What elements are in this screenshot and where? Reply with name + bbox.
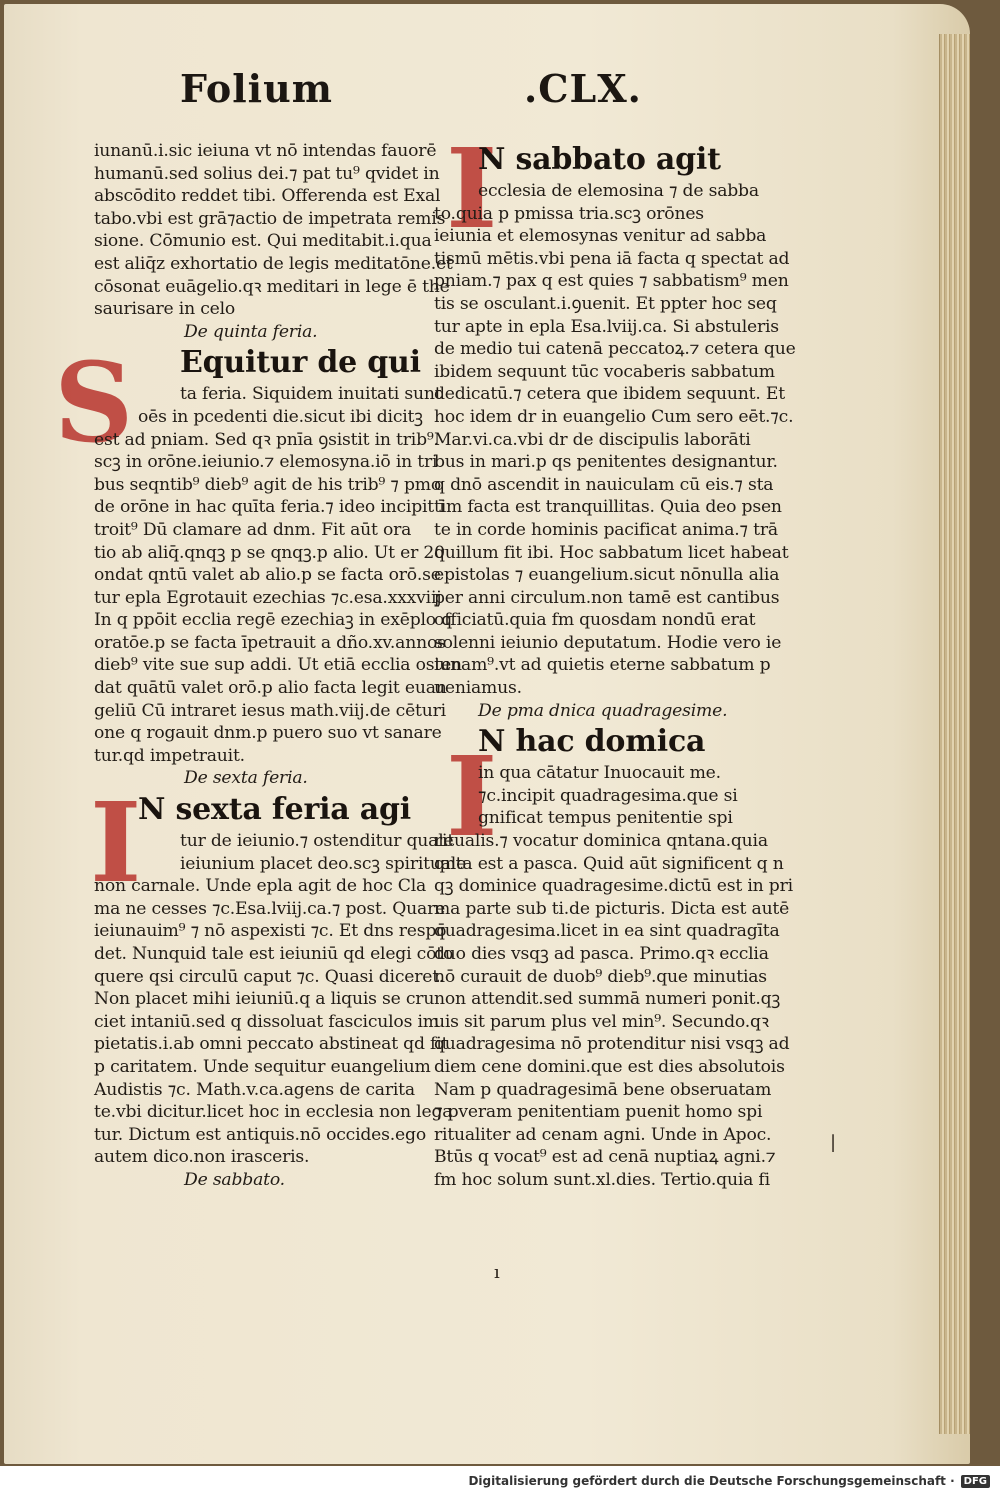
text-line: te.vbi dicitur.licet hoc in ecclesia non lega [94,1102,453,1123]
text-line: ieiunauim⁹ ⁊ nō aspexisti ⁊c. Et dns respō [94,921,447,942]
text-line: tismū mētis.vbi pena iā facta q spectat ad [434,248,790,269]
text-line: troit⁹ Dū clamare ad dnm. Fit aūt ora [94,519,412,540]
text-line: bus seqntib⁹ dieb⁹ agit de his trib⁹ ⁊ pmo [94,474,442,495]
text-line: ecclesia de elemosina ⁊ de sabba [478,181,759,201]
folio-number: .CLX. [524,66,642,111]
right-column [434,140,796,1192]
text-line: bus in mari.p qs penitentes designantur. [434,452,778,473]
text-line: Btūs q vocat⁹ est ad cenā nuptiaꝝ agni.⁊ [434,1147,776,1168]
text-line: hoc idem dr in euangelio Cum sero eēt.⁊c. [434,406,794,427]
text-line: in qua cātatur Inuocauit me. [478,763,721,784]
text-line: ibidem sequunt tūc vocaberis sabbatum [434,361,775,382]
text-line: qnta est a pasca. Quid aūt significent q n [434,853,784,874]
text-line: te in corde hominis pacificat anima.⁊ trā [434,519,778,540]
initial-sexta: I [90,778,142,907]
text-line: tur epla Egrotauit ezechias ⁊c.esa.xxxviij [94,587,442,608]
text-line: ciet intaniū.sed q dissoluat fasciculos im [94,1011,439,1032]
text-line: tim facta est tranquillitas. Quia deo psen [434,497,782,518]
text-line: iunanū.i.sic ieiuna vt nō intendas fauorē [94,141,437,161]
rubric-title: De sexta feria. [184,768,308,789]
text-line: geliū Cū intraret iesus math.viij.de cēturi [94,700,446,721]
section-heading: N hac domica [478,724,706,760]
text-line: est aliq̄z exhortatio de legis meditatōne.et [94,253,453,274]
rubric-title: De sabbato. [184,1169,285,1190]
text-line: gnificat tempus penitentie spi [478,808,733,829]
text-line: solenni ieiunio deputatum. Hodie vero ie [434,632,782,653]
text-line: tabo.vbi est grā⁊actio de impetrata remis [94,208,446,229]
text-line: Non placet mihi ieiuniū.q a liquis se cru [94,989,435,1010]
text-line: diem cene domini.que est dies absolutois [434,1056,785,1077]
text-line: In q ppōit ecclia regē ezechiaꝫ in exēplo q [94,610,453,631]
text-line: non attendit.sed summā numeri ponit.qꝫ [434,989,781,1010]
initial-dominica: I [446,732,498,861]
text-line: iunam⁹.vt ad quietis eterne sabbatum p [434,655,771,676]
text-line: oratōe.p se facta īpetrauit a dño.xv.annos [94,632,446,653]
text-line: ritualis.⁊ vocatur dominica qntana.quia [434,831,768,852]
rubric-title: De pma dnica quadragesime. [478,700,728,721]
rubric-title: De quinta feria. [184,321,318,342]
text-line: ma ne cesses ⁊c.Esa.lviij.ca.⁊ post. Quare [94,898,446,919]
text-line: ondat qntū valet ab alio.p se facta orō.se [94,565,441,586]
text-line: saurisare in celo [94,299,236,320]
text-line: de orōne in hac quīta feria.⁊ ideo incipit ī [94,497,445,518]
text-line: est ad pniam. Sed qꝛ pnīa ꝯsistit in trib⁹. [94,429,439,450]
text-line: tur de ieiunio.⁊ ostenditur quale [180,831,454,852]
text-line: ta feria. Siquidem inuitati sunt [180,384,442,405]
page-edges [939,34,970,1434]
text-line: quadragesima nō protenditur nisi vsqꝫ ad [434,1034,790,1055]
text-line: uis sit parum plus vel min⁹. Secundo.qꝛ [434,1011,769,1032]
initial-sabbato: I [446,124,498,253]
section-heading: N sabbato agit [478,142,721,177]
text-line: oēs in pcedenti die.sicut ibi dicitꝫ [138,406,423,427]
text-line: pniam.⁊ pax q est quies ⁊ sabbatism⁹ men [434,271,789,292]
text-line: ieiunia et elemosynas venitur ad sabba [434,226,767,247]
text-line: tur apte in epla Esa.lviij.ca. Si abstuleris [434,316,779,337]
text-line: dieb⁹ vite sue sup addi. Ut etiā ecclia osten [94,655,462,676]
initial-quinta: S [54,338,134,467]
section-heading: N sexta feria agi [138,792,411,828]
text-line: sione. Cōmunio est. Qui meditabit.i.qua [94,231,432,252]
text-line: cōsonat euāgelio.qꝛ meditari in lege ē the [94,276,450,297]
text-line: tur. Dictum est antiquis.nō occides.ego [94,1124,426,1145]
left-column [94,140,467,1192]
text-line: tur.qd impetrauit. [94,745,245,766]
text-line: ueniamus. [434,678,522,699]
text-line: quillum fit ibi. Hoc sabbatum licet habeat [434,542,789,563]
text-line: to.quia p pmissa tria.scꝫ orōnes [434,203,704,224]
text-line: epistolas ⁊ euangelium.sicut nōnulla alia [434,565,780,586]
footer-bar [0,1466,1000,1496]
book-page [4,4,970,1464]
dfg-logo-icon: DFG [961,1475,990,1488]
text-line: dedicatū.⁊ cetera que ibidem sequunt. Et [434,384,785,405]
text-line: Mar.vi.ca.vbi dr de discipulis laborāti [434,429,751,450]
text-line: q dnō ascendit in nauiculam cū eis.⁊ sta [434,474,774,495]
text-line: fm hoc solum sunt.xl.dies. Tertio.quia fi [434,1169,770,1190]
folio-label: Folium [180,66,333,111]
text-line: pietatis.i.ab omni peccato abstineat qd fit [94,1034,449,1055]
text-line: ma parte sub ti.de picturis. Dicta est autē [434,898,790,919]
text-line: per anni circulum.non tamē est cantibus [434,587,780,608]
footer-credit: Digitalisierung gefördert durch die Deutsche Forschungsgemeinschaft · [468,1474,955,1488]
text-line: p caritatem. Unde sequitur euangelium [94,1056,431,1077]
text-line: Nam p quadragesimā bene obseruatam [434,1079,772,1100]
text-line: officiatū.quia fm quosdam nondū erat [434,610,756,631]
text-line: autem dico.non irasceris. [94,1147,310,1168]
text-line: Audistis ⁊c. Math.v.ca.agens de carita [94,1079,415,1100]
text-line: qꝫ dominice quadragesime.dictū est in pri [434,876,793,897]
text-line: nō curauit de duob⁹ dieb⁹.que minutias [434,966,767,987]
text-line: ⁊c.incipit quadragesima.que si [478,785,738,806]
text-line: dat quātū valet orō.p alio facta legit euan [94,678,447,699]
text-line: scꝫ in orōne.ieiunio.⁊ elemosyna.iō in tri [94,452,438,473]
text-line: humanū.sed solius dei.⁊ pat tu⁹ qvidet in [94,163,440,184]
text-line: one q rogauit dnm.p puero suo vt sanare [94,723,442,744]
text-line: det. Nunquid tale est ieiuniū qd elegi cōto [94,944,454,964]
text-line: quere qsi circulū caput ⁊c. Quasi diceret. [94,966,445,987]
text-line: ⁊ pveram penitentiam puenit homo spi [434,1102,763,1123]
text-line: abscōdito reddet tibi. Offerenda est Exal [94,186,441,207]
section-heading: Equitur de qui [180,345,421,381]
text-line: tio ab aliq̄.qnqꝫ p se qnqꝫ.p alio. Ut er 20 [94,542,445,563]
text-line: non carnale. Unde epla agit de hoc Cla [94,876,427,897]
stray-mark: ı [494,1262,500,1283]
text-line: quadragesima.licet in ea sint quadragīta [434,921,780,942]
text-line: duo dies vsqꝫ ad pasca. Primo.qꝛ ecclia [434,944,769,964]
text-line: tis se osculant.i.ꝯuenit. Et ppter hoc seq [434,293,777,314]
text-line: ritualiter ad cenam agni. Unde in Apoc. [434,1124,772,1145]
text-line: ieiunium placet deo.scꝫ spirituale [180,853,467,874]
stray-mark: | [830,1132,837,1153]
text-line: de medio tui catenā peccatoꝝ.⁊ cetera que [434,339,796,360]
